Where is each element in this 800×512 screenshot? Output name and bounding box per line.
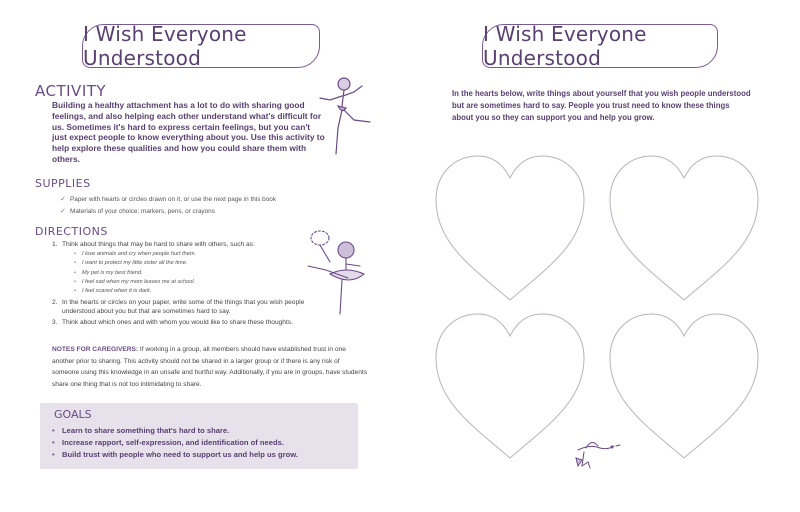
goal-text: Increase rapport, self-expression, and identification of needs. [62, 438, 284, 447]
right-page [400, 0, 800, 512]
list-item [52, 425, 298, 437]
step-number: 1. [52, 241, 58, 248]
example-text: I want to protect my little sister all the time. [82, 260, 188, 267]
direction-step [52, 318, 342, 327]
example-text: I feel scared when it is dark. [82, 288, 152, 295]
bullet-icon: • [74, 278, 76, 285]
list-item [74, 278, 342, 287]
intro-text: In the hearts below, write things about yourself that you wish people understood but are sometimes hard to say. People you trust need to know these things about you so they can support you and help you grow. [452, 89, 751, 122]
examples-list [74, 250, 342, 296]
supplies-list [60, 194, 276, 218]
list-item [52, 437, 298, 449]
step-text: In the hearts or circles on your paper, write some of the things that you wish people understood about you but that are sometimes hard to say. [62, 299, 305, 316]
bullet-icon: • [74, 288, 76, 295]
step-text: Think about things that may be hard to share with others, such as: [62, 241, 255, 248]
bullet-icon: • [52, 438, 55, 447]
list-item [74, 269, 342, 278]
bullet-icon: • [74, 269, 76, 276]
check-icon: ✓ [60, 196, 66, 203]
list-item [52, 449, 298, 461]
supply-text: Paper with hearts or circles drawn on it, or use the next page in this book [70, 196, 277, 203]
goal-text: Build trust with people who need to support us and help us grow. [62, 450, 298, 459]
notes-text: If working in a group, all members should have established trust in one another prior to sharing. This activity should not be shared in a larger group or if there is any risk of someone using this knowledge in an unsafe and hurtful way. Additionally, if you are in groups, have students share one thing that is not too intimidating to share. [52, 346, 367, 388]
dancer-illustration [300, 72, 372, 162]
list-item [74, 259, 342, 268]
notes-label: NOTES FOR CAREGIVERS: [52, 346, 139, 353]
heart-shape[interactable] [604, 150, 764, 306]
directions-heading: DIRECTIONS [35, 225, 108, 238]
activity-text: Building a healthy attachment has a lot to do with sharing good feelings, and also helping each other understand what's difficult for us. Sometimes it's hard to express certain feelings, but you can't just expect people to know everything about you. Use this activity to help explore these qualities and how you could share them with others. [52, 100, 325, 164]
bullet-icon: • [74, 251, 76, 257]
page-title-left: I Wish Everyone Understood [82, 24, 320, 68]
goals-heading: GOALS [54, 408, 92, 421]
bullet-icon: • [52, 450, 55, 459]
list-item [74, 287, 342, 296]
page-title-right: I Wish Everyone Understood [482, 24, 718, 68]
heart-shape[interactable] [604, 308, 764, 464]
bird-illustration [568, 436, 624, 472]
goals-box [40, 403, 358, 469]
list-item [60, 194, 276, 206]
heart-shape[interactable] [430, 308, 590, 464]
list-item [74, 250, 342, 259]
heart-shape[interactable] [430, 150, 590, 306]
check-icon: ✓ [60, 208, 66, 215]
bullet-icon: • [74, 260, 76, 267]
goal-text: Learn to share something that's hard to share. [62, 426, 230, 435]
example-text: I feel sad when my mom leaves me at school. [82, 278, 196, 285]
list-item [60, 206, 276, 218]
step-number: 3. [52, 319, 58, 327]
direction-step [52, 298, 307, 316]
directions-list [52, 240, 342, 327]
bullet-icon: • [52, 426, 55, 435]
step-text: Think about which ones and with whom you would like to share these thoughts. [62, 319, 293, 327]
caregiver-notes [52, 344, 367, 390]
direction-step [52, 240, 342, 249]
step-number: 2. [52, 299, 58, 307]
example-text: I love animals and cry when people hurt them. [82, 251, 197, 257]
goals-list [52, 425, 298, 461]
supplies-heading: SUPPLIES [35, 177, 91, 190]
activity-heading: ACTIVITY [35, 82, 107, 100]
example-text: My pet is my best friend. [82, 269, 143, 276]
supply-text: Materials of your choice: markers, pens, or crayons [70, 208, 215, 215]
